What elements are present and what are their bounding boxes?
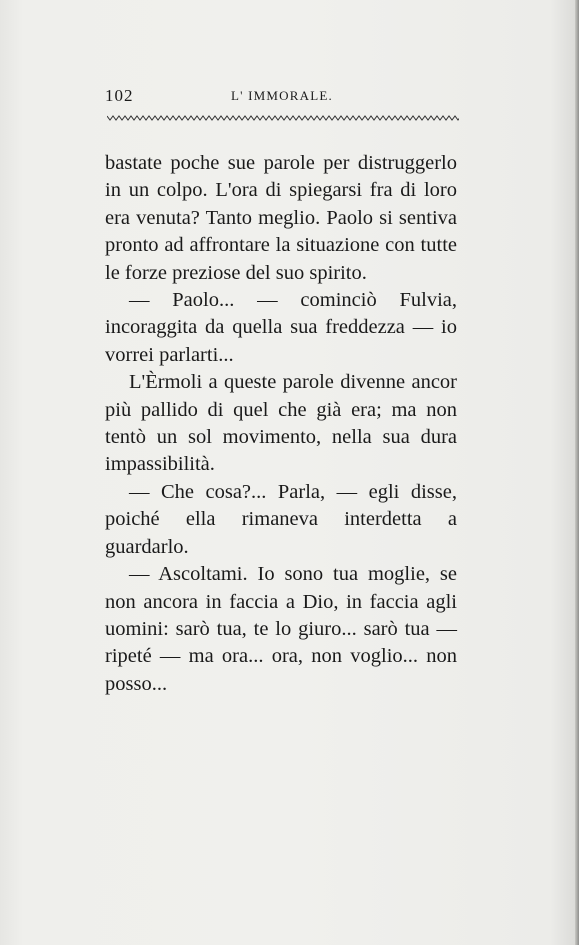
decorative-rule (107, 114, 459, 122)
paragraph-5: — Ascoltami. Io sono tua moglie, se non ancora in faccia a Dio, in faccia agli uomini: sarò tua, te lo giuro... sarò tua — ripeté — ma ora... ora, non voglio... non posso... (105, 563, 457, 695)
running-title: L' IMMORALE. (231, 88, 333, 103)
paragraph-1: bastate poche sue parole per distruggerlo in un colpo. L'ora di spiegarsi fra di loro era venuta? Tanto meglio. Paolo si sentiva pronto ad affrontare la situazione con tutte le forze preziose del suo spirito. (105, 152, 457, 284)
paragraph-2: — Paolo... — cominciò Fulvia, incoraggita da quella sua freddezza — io vorrei parlarti... (105, 289, 457, 366)
paragraph-4: — Che cosa?... Parla, — egli disse, poiché ella rimaneva interdetta a guardarlo. (105, 480, 457, 558)
paragraph-3: L'Èrmoli a queste parole divenne ancor più pallido di quel che già era; ma non tentò un sol movimento, nella sua dura impassibilità. (105, 371, 457, 476)
page-edge-shadow (575, 0, 579, 945)
page-number: 102 (105, 86, 134, 105)
page-header (105, 86, 460, 106)
body-text (105, 150, 457, 698)
